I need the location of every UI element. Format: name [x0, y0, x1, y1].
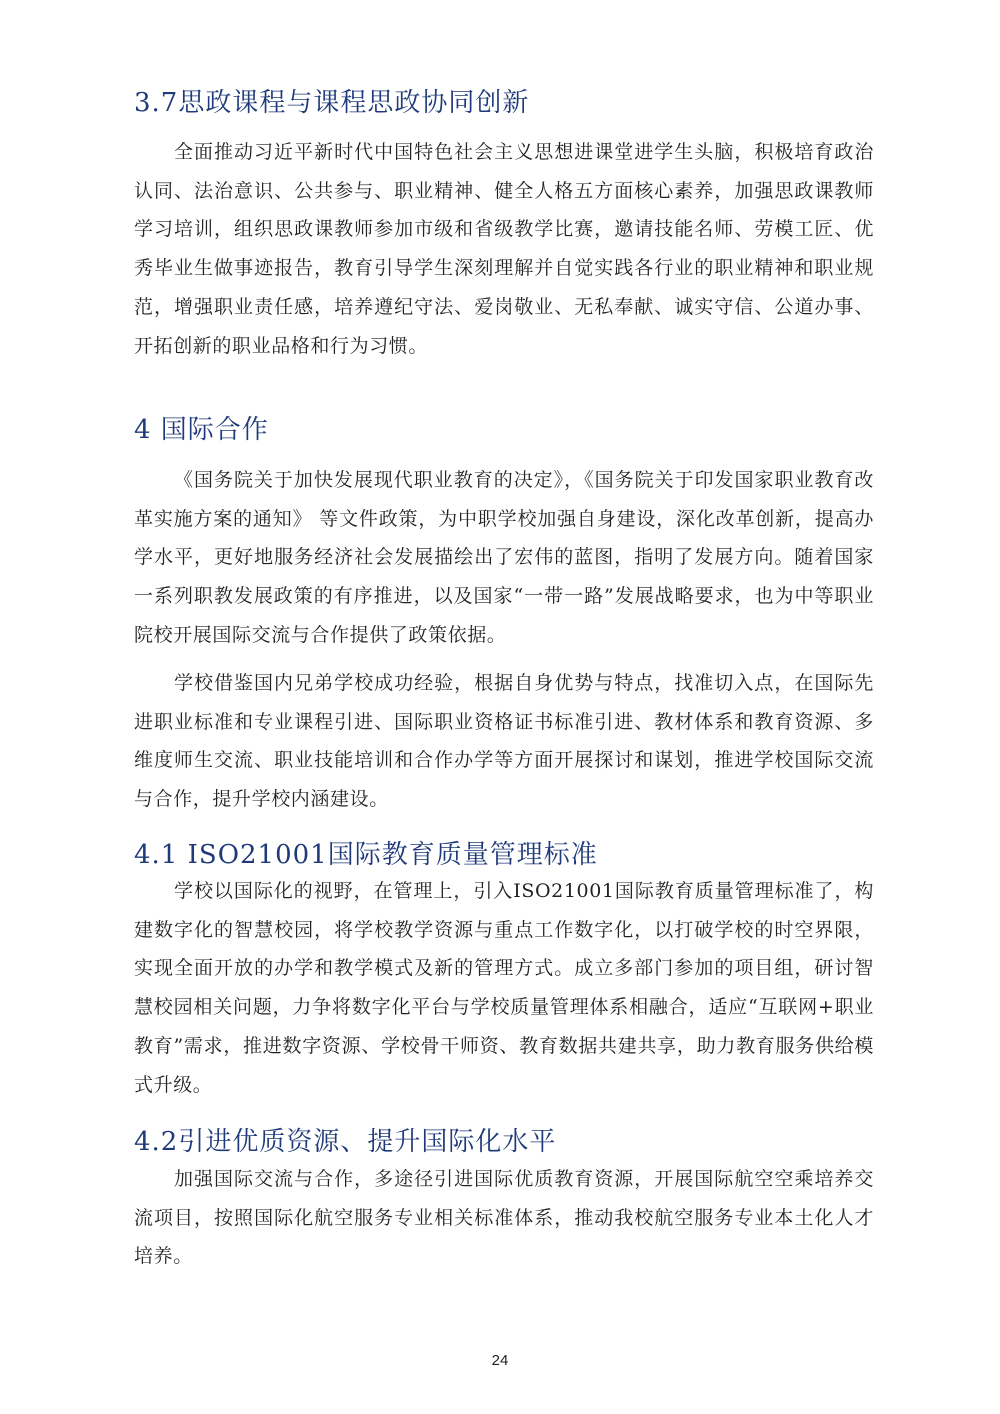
section-heading-4-2: 4.2引进优质资源、提升国际化水平	[134, 1127, 557, 1157]
section-4-2-paragraph-1: 加强国际交流与合作，多途径引进国际优质教育资源，开展国际航空空乘培养交流项目，按照国际化航空服务专业相关标准体系，推动我校航空服务专业本土化人才培养。	[134, 1168, 874, 1268]
section-heading-4: 4 国际合作	[134, 415, 269, 445]
section-4-paragraph-2: 学校借鉴国内兄弟学校成功经验，根据自身优势与特点，找准切入点，在国际先进职业标准和专业课程引进、国际职业资格证书标准引进、教材体系和教育资源、多维度师生交流、职业技能培训和合作办学等方面开展探讨和谋划，推进学校国际交流与合作，提升学校内涵建设。	[134, 672, 874, 811]
section-4-1-paragraph-1: 学校以国际化的视野，在管理上，引入ISO21001国际教育质量管理标准了，构建数字化的智慧校园，将学校教学资源与重点工作数字化，以打破学校的时空界限，实现全面开放的办学和教学模式及新的管理方式。成立多部门参加的项目组，研讨智慧校园相关问题，力争将数字化平台与学校质量管理体系相融合，适应“互联网+职业教育”需求，推进数字资源、学校骨干师资、教育数据共建共享，助力教育服务供给模式升级。	[134, 880, 874, 1096]
section-4-paragraph-1: 《国务院关于加快发展现代职业教育的决定》，《国务院关于印发国家职业教育改革实施方案的通知》 等文件政策，为中职学校加强自身建设，深化改革创新，提高办学水平，更好地服务经济社会发展描绘出了宏伟的蓝图，指明了发展方向。随着国家一系列职教发展政策的有序推进，以及国家“一带一路”发展战略要求，也为中等职业院校开展国际交流与合作提供了政策依据。	[134, 469, 874, 646]
section-3-7-paragraph-1: 全面推动习近平新时代中国特色社会主义思想进课堂进学生头脑，积极培育政治认同、法治意识、公共参与、职业精神、健全人格五方面核心素养，加强思政课教师学习培训，组织思政课教师参加市级和省级教学比赛，邀请技能名师、劳模工匠、优秀毕业生做事迹报告，教育引导学生深刻理解并自觉实践各行业的职业精神和职业规范，增强职业责任感，培养遵纪守法、爱岗敬业、无私奉献、诚实守信、公道办事、开拓创新的职业品格和行为习惯。	[134, 141, 874, 357]
section-heading-3-7: 3.7思政课程与课程思政协同创新	[134, 88, 530, 118]
section-heading-4-1: 4.1 ISO21001国际教育质量管理标准	[134, 840, 598, 870]
page-number: 24	[491, 1352, 509, 1369]
